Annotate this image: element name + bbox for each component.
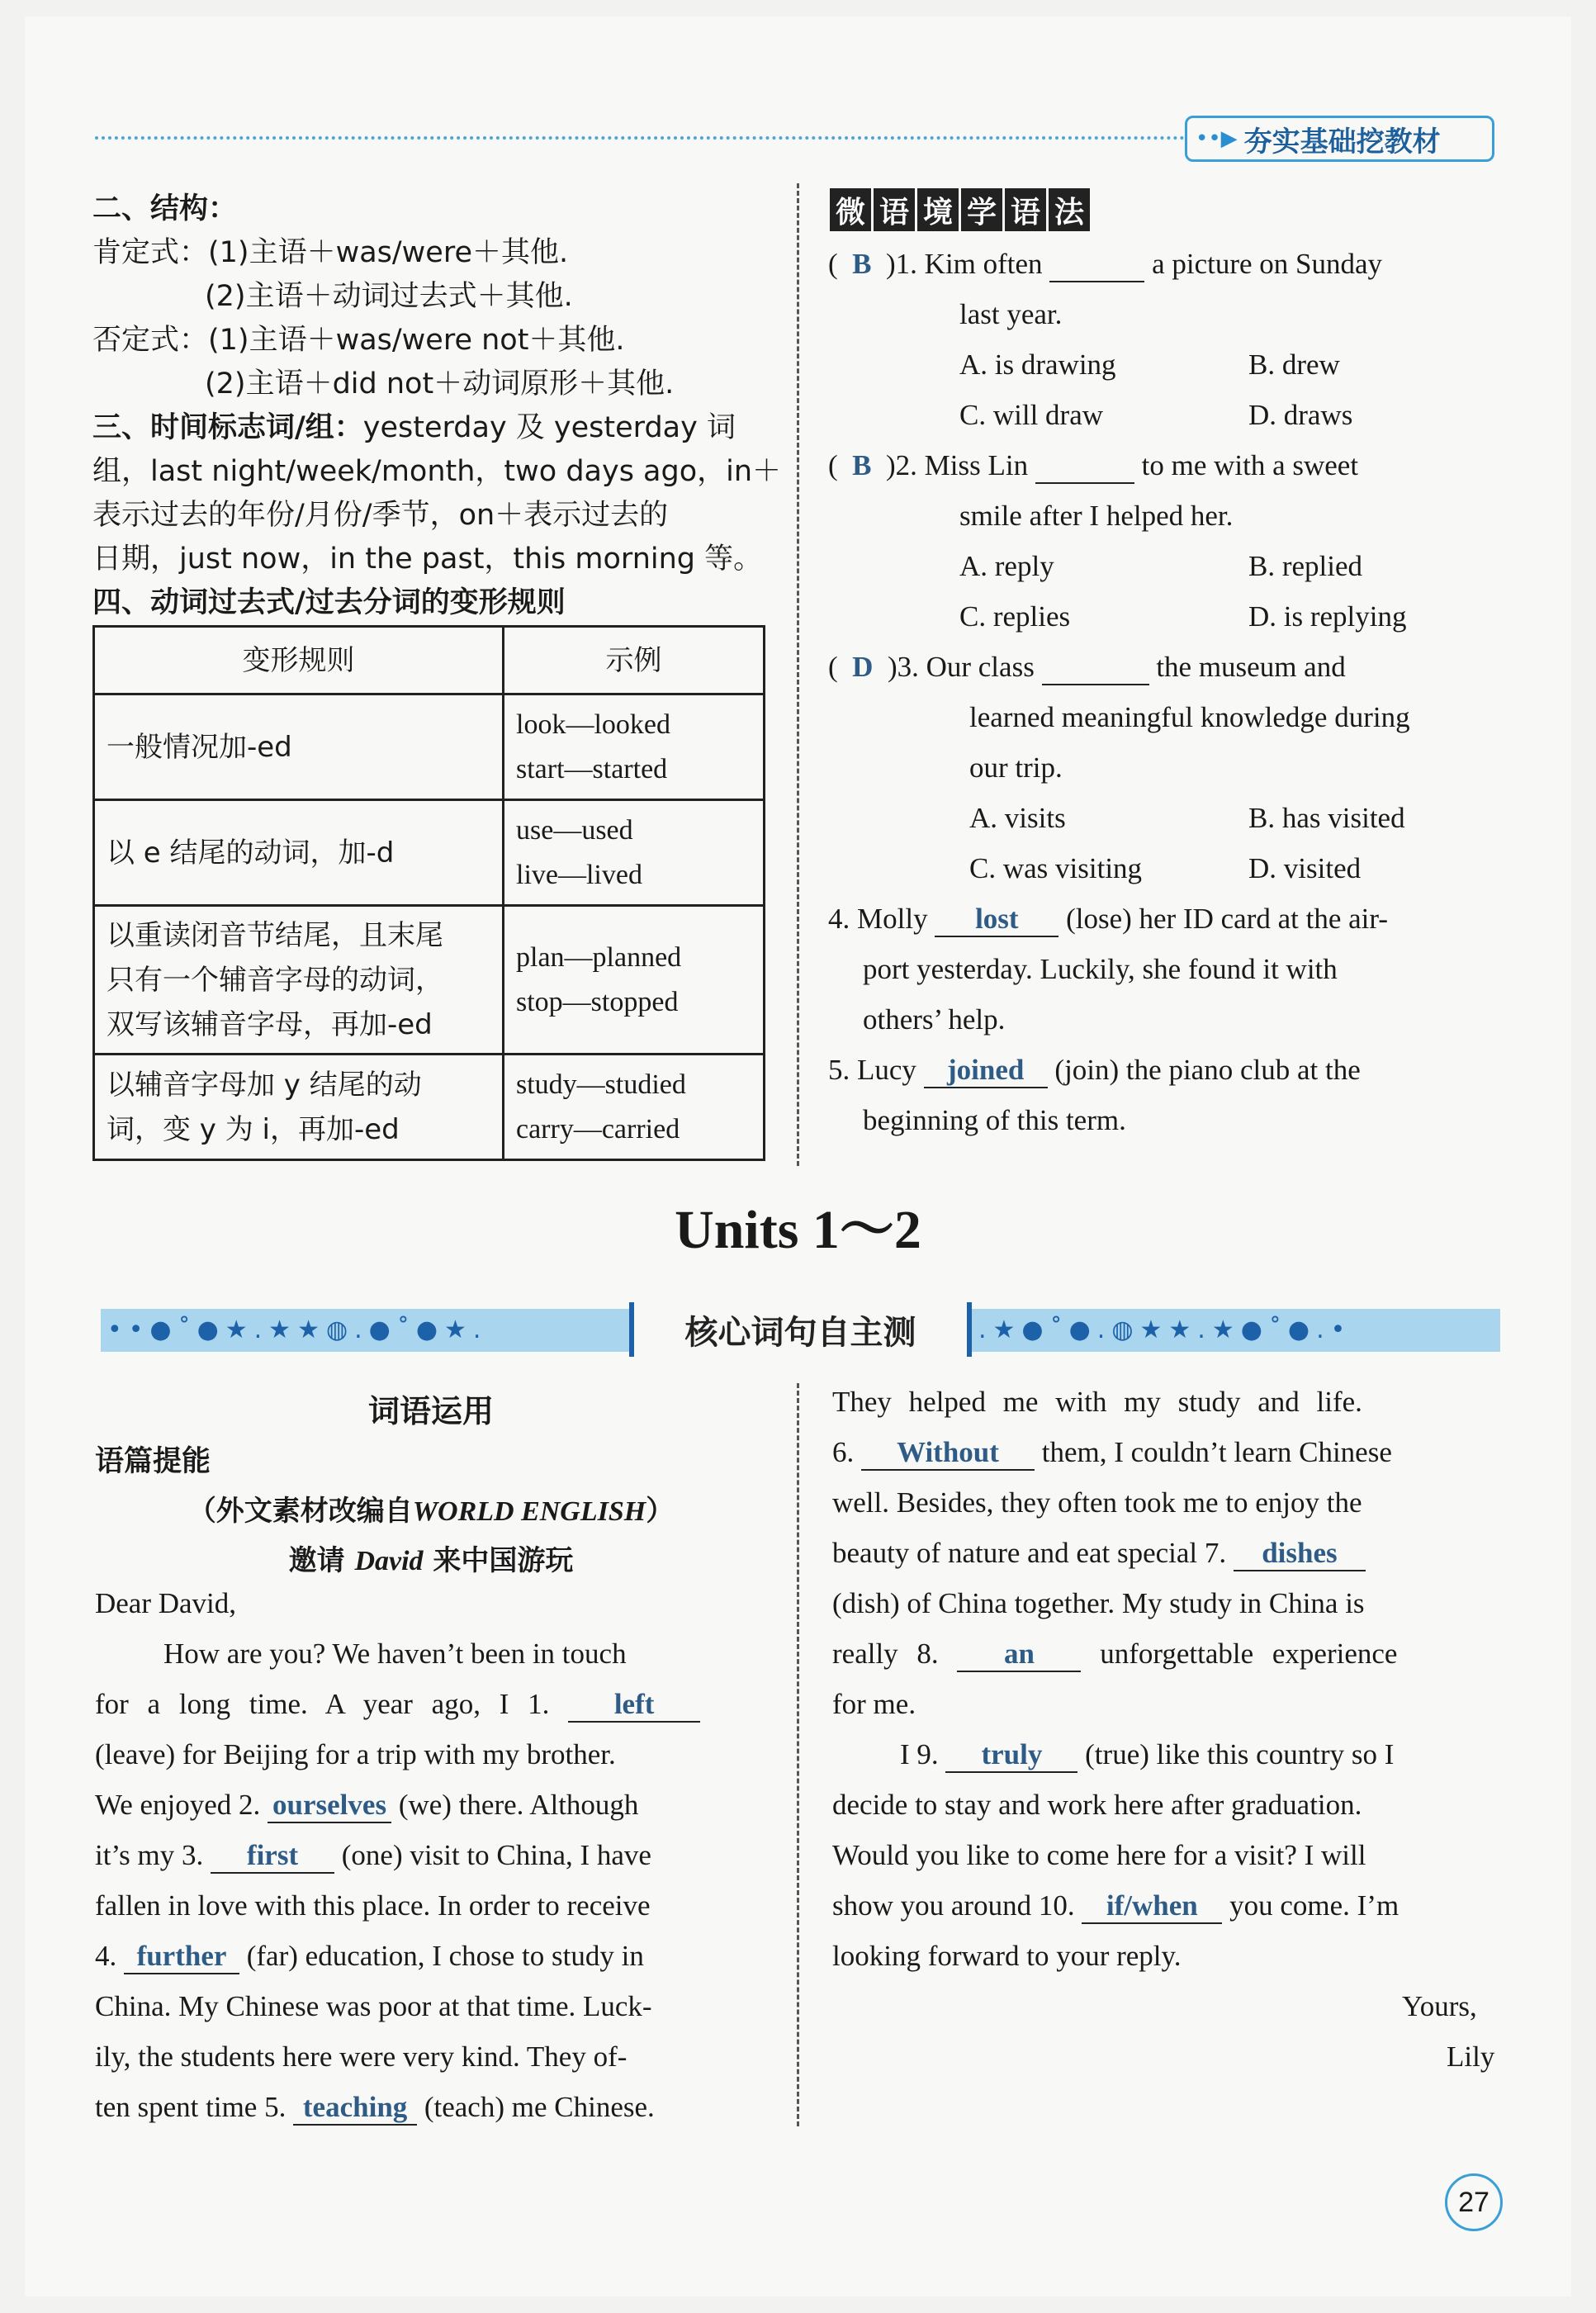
struct-title: 二、结构： — [92, 192, 238, 225]
negative-form-2: (2)主语＋did not＋动词原形＋其他. — [205, 367, 675, 401]
answer-3[interactable]: first — [211, 1839, 334, 1874]
passage-text: 6. — [832, 1436, 855, 1468]
answer-9[interactable]: truly — [945, 1738, 1077, 1773]
column-divider — [797, 183, 799, 1166]
answer-2[interactable]: B — [852, 449, 872, 481]
tag-char: 语 — [874, 188, 915, 231]
question-1-line-1: ( B )1. Kim often a picture on Sunday — [828, 248, 1382, 282]
table-cell — [504, 906, 765, 1055]
passage-line — [95, 2091, 655, 2126]
passage-line — [832, 1436, 1392, 1471]
passage-text: for a long time. A year ago, I 1. — [95, 1688, 550, 1720]
passage-text: ten spent time 5. — [95, 2091, 287, 2123]
passage-line — [95, 1940, 644, 1974]
answer-4[interactable]: lost — [935, 903, 1058, 937]
dots-decoration-icon: ••●˚●★.★★◍.●˚●★. — [107, 1315, 488, 1344]
passage-line — [95, 1839, 651, 1874]
passage-line: looking forward to your reply. — [832, 1940, 1182, 1972]
example-text: look—looked — [516, 709, 670, 740]
title-text: 来中国游玩 — [433, 1544, 574, 1577]
closing: Yours, — [1402, 1990, 1477, 2022]
passage-line — [832, 1889, 1399, 1924]
answer-1[interactable]: B — [852, 248, 872, 280]
verb-rules-title: 四、动词过去式/过去分词的变形规则 — [92, 586, 566, 619]
blank[interactable] — [1049, 248, 1144, 282]
passage-text: it’s my 3. — [95, 1839, 204, 1871]
rule-text: 以 e 结尾的动词，加-d — [107, 836, 395, 870]
blank[interactable] — [1042, 651, 1149, 685]
time-words-line-1 — [92, 405, 736, 446]
verb-rules-table — [92, 625, 765, 1161]
passage-line: decide to stay and work here after graduation. — [832, 1789, 1362, 1821]
source-text: （外文素材改编自 — [187, 1495, 413, 1528]
tag-char: 境 — [917, 188, 959, 231]
example-text: live—lived — [516, 859, 642, 890]
question-text: Our class — [926, 651, 1035, 683]
band-right — [972, 1309, 1500, 1352]
table-header: 变形规则 — [94, 627, 504, 694]
passage-line: ily, the students here were very kind. They of- — [95, 2040, 628, 2073]
answer-1[interactable]: left — [568, 1688, 700, 1723]
rule-text: 词，变 y 为 i，再加-ed — [107, 1112, 400, 1146]
answer-4[interactable]: further — [124, 1940, 239, 1974]
passage-line: for me. — [832, 1688, 916, 1720]
question-text: 4. Molly — [828, 903, 928, 935]
passage-line: How are you? We haven’t been in touch — [163, 1638, 627, 1670]
example-text: plan—planned — [516, 941, 682, 973]
rule-text: 以辅音字母加 y 结尾的动 — [107, 1068, 422, 1102]
option-d[interactable]: D. visited — [1248, 852, 1362, 884]
passage-text: We enjoyed 2. — [95, 1789, 261, 1821]
example-text: carry—carried — [516, 1113, 680, 1145]
option-b[interactable]: B. replied — [1248, 550, 1363, 582]
source-text: ） — [646, 1495, 675, 1528]
passage-text: 4. — [95, 1940, 117, 1972]
table-cell — [94, 906, 504, 1055]
passage-line: (dish) of China together. My study in China is — [832, 1587, 1365, 1619]
rule-text: 一般情况加-ed — [107, 730, 292, 764]
passage-line — [832, 1638, 1397, 1672]
example-text: study—studied — [516, 1069, 686, 1100]
example-text: start—started — [516, 753, 668, 784]
page-number: 27 — [1445, 2173, 1503, 2231]
question-4-line-2: port yesterday. Luckily, she found it with — [863, 953, 1338, 985]
question-1-line-2: last year. — [959, 298, 1063, 330]
answer-10[interactable]: if/when — [1082, 1889, 1222, 1924]
passage-line — [95, 1789, 638, 1823]
band-left — [101, 1309, 629, 1352]
passage-text: (true) like this country so I — [1085, 1738, 1395, 1770]
section-title: 词语运用 — [367, 1393, 494, 1429]
passage-line — [95, 1688, 700, 1723]
header-title: 夯实基础挖教材 — [1243, 125, 1441, 159]
positive-form-1: 肯定式：(1)主语＋was/were＋其他. — [92, 236, 569, 269]
option-c[interactable]: C. replies — [959, 600, 1071, 633]
answer-7[interactable]: dishes — [1234, 1537, 1366, 1571]
rule-text: 只有一个辅音字母的动词， — [107, 963, 443, 997]
time-text: yesterday 及 yesterday 词 — [362, 411, 736, 444]
blank[interactable] — [1035, 449, 1134, 484]
option-b[interactable]: B. has visited — [1248, 802, 1405, 834]
question-text: Kim often — [924, 248, 1043, 280]
header-badge — [1185, 116, 1494, 162]
table-cell — [504, 800, 765, 906]
greeting: Dear David, — [95, 1587, 237, 1619]
question-4-line-3: others’ help. — [863, 1003, 1006, 1036]
option-c[interactable]: C. was visiting — [969, 852, 1143, 884]
grammar-tag — [830, 188, 1090, 231]
negative-form-1: 否定式：(1)主语＋was/were not＋其他. — [92, 324, 625, 357]
units-title: Units 1～2 — [675, 1200, 921, 1260]
option-a[interactable]: A. is drawing — [959, 348, 1116, 381]
option-d[interactable]: D. draws — [1248, 399, 1353, 431]
table-header: 示例 — [504, 627, 765, 694]
passage-text: unforgettable experience — [1100, 1638, 1398, 1670]
passage-line: They helped me with my study and life. — [832, 1386, 1362, 1418]
header-dotted-rule — [95, 136, 1185, 140]
passage-text: (we) there. Although — [398, 1789, 639, 1821]
passage-line — [900, 1738, 1394, 1773]
passage-line: fallen in love with this place. In order to receive — [95, 1889, 651, 1922]
question-2-line-1: ( B )2. Miss Lin to me with a sweet — [828, 449, 1358, 484]
option-a[interactable]: A. visits — [969, 802, 1066, 834]
tag-char: 语 — [1005, 188, 1046, 231]
example-text: use—used — [516, 814, 633, 846]
title-em: David — [354, 1546, 424, 1576]
passage-line: well. Besides, they often took me to enjoy the — [832, 1486, 1362, 1519]
question-text: (lose) her ID card at the air- — [1066, 903, 1388, 935]
passage-line: China. My Chinese was poor at that time. Luck- — [95, 1990, 652, 2022]
question-5-line-1 — [828, 1054, 1361, 1088]
option-a[interactable]: A. reply — [959, 550, 1054, 582]
passage-line: (leave) for Beijing for a trip with my brother. — [95, 1738, 616, 1770]
answer-3[interactable]: D — [852, 651, 874, 683]
answer-8[interactable]: an — [957, 1638, 1081, 1672]
passage-text: (far) education, I chose to study in — [246, 1940, 644, 1972]
time-words-line-3: 表示过去的年份/月份/季节，on＋表示过去的 — [92, 499, 669, 532]
question-num: 2. — [895, 449, 917, 481]
question-text: a picture on Sunday — [1152, 248, 1383, 280]
time-title: 三、时间标志词/组： — [92, 411, 363, 444]
time-words-line-2: 组，last night/week/month，two days ago，in＋ — [92, 455, 782, 488]
tag-char: 法 — [1049, 188, 1090, 231]
question-text: 5. Lucy — [828, 1054, 916, 1086]
question-3-line-2: learned meaningful knowledge during — [969, 701, 1410, 733]
table-cell — [94, 800, 504, 906]
question-4-line-1 — [828, 903, 1388, 937]
answer-2[interactable]: ourselves — [268, 1789, 391, 1823]
tag-char: 学 — [961, 188, 1002, 231]
question-text: (join) the piano club at the — [1054, 1054, 1361, 1086]
option-b[interactable]: B. drew — [1248, 348, 1340, 381]
passage-text: I 9. — [900, 1738, 939, 1770]
answer-5[interactable]: joined — [924, 1054, 1048, 1088]
question-text: to me with a sweet — [1141, 449, 1359, 481]
tag-char: 微 — [830, 188, 871, 231]
passage-text: (teach) me Chinese. — [424, 2091, 655, 2123]
dots-decoration-icon: .★●˚●.◍★★.★●˚●.• — [978, 1315, 1352, 1344]
question-text: Miss Lin — [924, 449, 1029, 481]
passage-title — [92, 1538, 770, 1578]
passage-text: really 8. — [832, 1638, 939, 1670]
question-text: the museum and — [1156, 651, 1346, 683]
table-cell — [504, 694, 765, 800]
rule-text: 以重读闭音节结尾，且末尾 — [107, 918, 443, 952]
answer-5[interactable]: teaching — [293, 2091, 417, 2126]
passage-text: them, I couldn’t learn Chinese — [1041, 1436, 1392, 1468]
table-cell — [94, 694, 504, 800]
question-num: 3. — [897, 651, 919, 683]
answer-6[interactable]: Without — [861, 1436, 1035, 1471]
band-title: 核心词句自主测 — [629, 1302, 972, 1357]
table-cell — [94, 1055, 504, 1160]
signature: Lily — [1447, 2040, 1495, 2073]
question-5-line-2: beginning of this term. — [863, 1104, 1126, 1136]
question-3-line-1: ( D )3. Our class the museum and — [828, 651, 1346, 685]
option-c[interactable]: C. will draw — [959, 399, 1104, 431]
source-note — [92, 1488, 770, 1529]
arrow-icon: ••▶ — [1196, 126, 1238, 151]
passage-line: Would you like to come here for a visit? I will — [832, 1839, 1366, 1871]
title-text: 邀请 — [288, 1544, 345, 1577]
question-num: 1. — [895, 248, 917, 280]
passage-text: (one) visit to China, I have — [341, 1839, 651, 1871]
table-cell — [504, 1055, 765, 1160]
time-words-line-4: 日期，just now，in the past，this morning 等。 — [92, 543, 763, 576]
example-text: stop—stopped — [516, 986, 679, 1017]
positive-form-2: (2)主语＋动词过去式＋其他. — [205, 280, 573, 313]
passage-text: show you around 10. — [832, 1889, 1075, 1922]
passage-text: you come. I’m — [1229, 1889, 1399, 1922]
option-d[interactable]: D. is replying — [1248, 600, 1407, 633]
passage-line — [832, 1537, 1366, 1571]
column-divider — [797, 1383, 799, 2126]
question-2-line-2: smile after I helped her. — [959, 500, 1234, 532]
rule-text: 双写该辅音字母，再加-ed — [107, 1007, 433, 1041]
sub-title: 语篇提能 — [95, 1445, 211, 1478]
passage-text: beauty of nature and eat special 7. — [832, 1537, 1227, 1569]
source-em: WORLD ENGLISH — [412, 1496, 646, 1527]
question-3-line-3: our trip. — [969, 751, 1063, 784]
